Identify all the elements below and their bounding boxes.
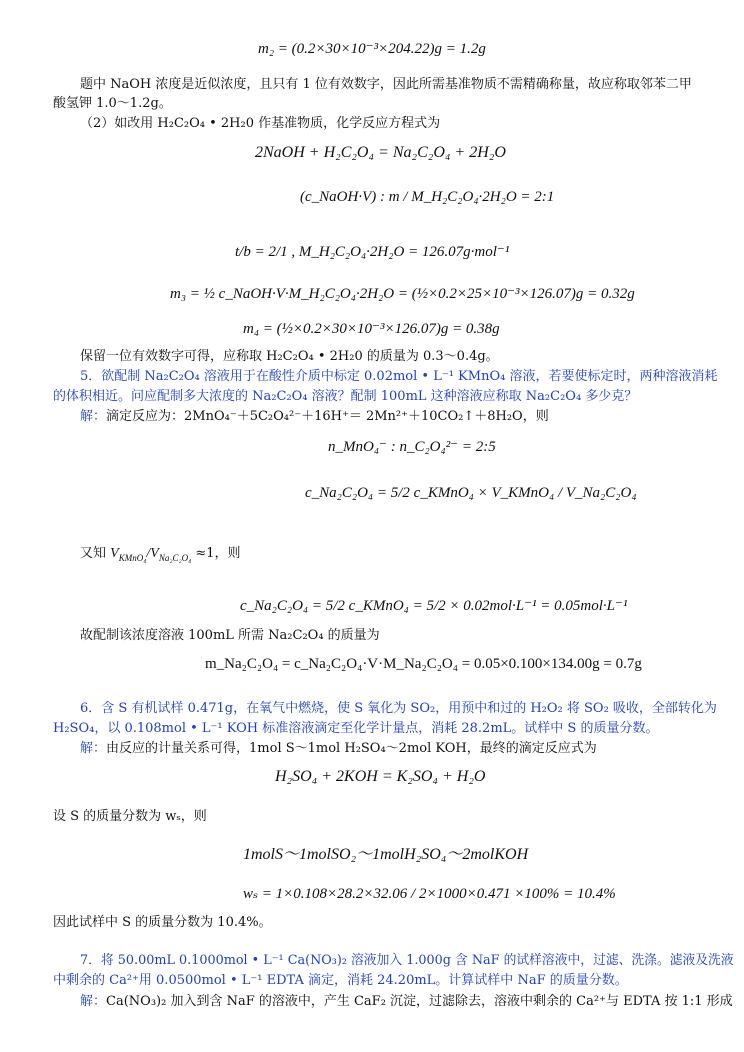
- equation-mass: m_Na₂C₂O₄ = c_Na₂C₂O₄·V·M_Na₂C₂O₄ = 0.05×0.100×134.00g = 0.7g: [205, 656, 642, 672]
- paragraph-line: 题中 NaOH 浓度是近似浓度，且只有 1 位有效数字，因此所需基准物质不需精确称量，故应称取邻苯二甲: [80, 77, 692, 92]
- paragraph-line: 因此试样中 S 的质量分数为 10.4%。: [53, 915, 272, 930]
- question-7-line: 7．将 50.00mL 0.1000mol • L⁻¹ Ca(NO₃)₂ 溶液加入 1.000g 含 NaF 的试样溶液中，过滤、洗涤。滤液及洗液: [80, 953, 734, 968]
- paragraph-line: （2）如改用 H₂C₂O₄ • 2H₂0 作基准物质，化学反应方程式为: [80, 116, 441, 131]
- question-6-line: 6．含 S 有机试样 0.471g，在氧气中燃烧，使 S 氧化为 SO₂，用预中和过的 H₂O₂ 将 SO₂ 吸收，全部转化为: [80, 701, 717, 716]
- solution-5-line: [80, 408, 549, 426]
- equation-moles: n_MnO₄⁻ : n_C₂O₄²⁻ = 2:5: [328, 439, 496, 455]
- question-7-line: 中剩余的 Ca²⁺用 0.0500mol • L⁻¹ EDTA 滴定，消耗 24.20mL。计算试样中 NaF 的质量分数。: [53, 973, 628, 988]
- known-approx: ≈1，则: [195, 546, 241, 561]
- solution-6-line: [80, 740, 597, 758]
- solution-text: Ca(NO₃)₂ 加入到含 NaF 的溶液中，产生 CaF₂ 沉淀，过滤除去，溶液中剩余的 Ca²⁺与 EDTA 按 1:1 形成: [106, 994, 733, 1009]
- equation-mole-relation: 1molS～1molSO₂～1molH₂SO₄～2molKOH: [243, 846, 529, 863]
- solution-label: 解：: [80, 994, 107, 1009]
- equation-concentration-result: c_Na₂C₂O₄ = 5/2 c_KMnO₄ = 5/2 × 0.02mol·L⁻¹ = 0.05mol·L⁻¹: [240, 598, 628, 614]
- paragraph-line: [80, 545, 241, 567]
- equation-ratio: (c_NaOH·V) : m / M_H₂C₂O₄·2H₂O = 2:1: [300, 189, 555, 205]
- solution-text: 由反应的计量关系可得，1mol S～1mol H₂SO₄～2mol KOH，最终的滴定反应式为: [106, 741, 597, 756]
- paragraph-line: 酸氢钾 1.0～1.2g。: [53, 96, 172, 111]
- paragraph-line: 设 S 的质量分数为 wₛ，则: [53, 809, 207, 824]
- paragraph-line: 保留一位有效数字可得，应称取 H₂C₂O₄ • 2H₂0 的质量为 0.3～0.4g。: [80, 349, 499, 364]
- paragraph-line: 故配制该浓度溶液 100mL 所需 Na₂C₂O₄ 的质量为: [80, 628, 380, 643]
- volume-ratio: $V_{KMnO_4}/V_{Na_2C_2O_4}$: [110, 546, 192, 563]
- equation-concentration: c_Na₂C₂O₄ = 5/2 c_KMnO₄ × V_KMnO₄ / V_Na₂C₂O₄: [305, 485, 637, 501]
- question-6-line: H₂SO₄，以 0.108mol • L⁻¹ KOH 标准溶液滴定至化学计量点，消耗 28.2mL。试样中 S 的质量分数。: [53, 721, 659, 736]
- solution-text: 滴定反应为：2MnO₄⁻＋5C₂O₄²⁻＋16H⁺＝ 2Mn²⁺＋10CO₂↑＋8H₂O，则: [106, 409, 549, 424]
- equation-h2so4: H₂SO₄ + 2KOH = K₂SO₄ + H₂O: [275, 768, 486, 785]
- solution-7-line: [80, 993, 733, 1011]
- question-5-line: 的体积相近。问应配制多大浓度的 Na₂C₂O₄ 溶液？配制 100mL 这种溶液应称取 Na₂C₂O₄ 多少克？: [53, 389, 638, 404]
- equation-tb: t/b = 2/1 , M_H₂C₂O₄·2H₂O = 126.07g·mol⁻¹: [235, 244, 510, 260]
- equation-m4: m₄ = (½×0.2×30×10⁻³×126.07)g = 0.38g: [243, 321, 500, 337]
- equation-reaction: 2NaOH + H₂C₂O₄ = Na₂C₂O₄ + 2H₂O: [255, 144, 506, 161]
- equation-m3: m₃ = ½ c_NaOH·V·M_H₂C₂O₄·2H₂O = (½×0.2×25×10⁻³×126.07)g = 0.32g: [170, 286, 635, 302]
- solution-label: 解：: [80, 741, 107, 756]
- question-5-line: 5．欲配制 Na₂C₂O₄ 溶液用于在酸性介质中标定 0.02mol • L⁻¹ KMnO₄ 溶液，若要使标定时，两种溶液消耗: [80, 369, 718, 384]
- known-label: 又知: [80, 546, 107, 561]
- solution-label: 解：: [80, 409, 107, 424]
- equation-mass-fraction: wₛ = 1×0.108×28.2×32.06 / 2×1000×0.471 ×100% = 10.4%: [243, 886, 616, 902]
- equation-m2: m₂ = (0.2×30×10⁻³×204.22)g = 1.2g: [258, 41, 486, 57]
